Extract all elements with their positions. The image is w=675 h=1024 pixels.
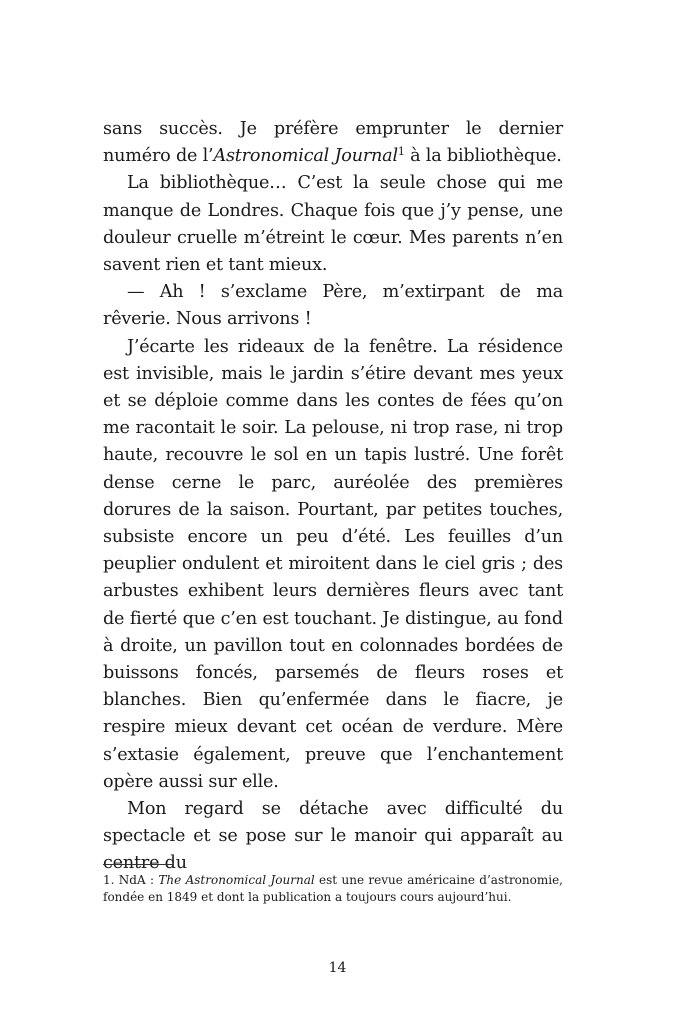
paragraph-5: Mon regard se détache avec difficulté du spectacle et se pose sur le manoir qui apparaît au centre du <box>103 799 563 874</box>
footnote-journal-italic: The Astronomical Journal <box>158 873 315 887</box>
footnote-reference: 1 <box>397 145 405 159</box>
body-text <box>103 116 563 878</box>
footnote-text: est une revue américaine d’astronomie, fondée en 1849 et dont la publication a toujours cours aujourd’hui. <box>103 873 563 904</box>
footnote <box>103 872 563 906</box>
paragraph-2: La bibliothèque… C’est la seule chose qui me manque de Londres. Chaque fois que j’y pense, une douleur cruelle m’étreint le cœur. Mes parents n’en savent rien et tant mieux. <box>103 173 563 276</box>
paragraph-1-text-b: à la bibliothèque. <box>404 146 562 167</box>
paragraph-1-text-a: sans succès. Je préfère emprunter le dernier numéro de l’ <box>103 119 563 167</box>
paragraph-4: J’écarte les rideaux de la fenêtre. La résidence est invisible, mais le jardin s’étire devant mes yeux et se déploie comme dans les contes de fées qu’on me racontait le soir. La pelouse, ni trop rase, ni trop haute, recouvre le sol en un tapis lustré. Une forêt dense cerne le parc, auréolée des premières dorures de la saison. Pourtant, par petites touches, subsiste encore un peu d’été. Les feuilles d’un peuplier ondulent et miroitent dans le ciel gris ; des arbustes exhibent leurs dernières fleurs avec tant de fierté que c’en est touchant. Je distingue, au fond à droite, un pavillon tout en colonnades bordées de buissons foncés, parsemés de fleurs roses et blanches. Bien qu’enfermée dans le fiacre, je respire mieux devant cet océan de verdure. Mère s’extasie également, preuve que l’enchantement opère aussi sur elle. <box>103 336 563 792</box>
paragraph-1 <box>103 116 563 170</box>
journal-title-italic: Astronomical Journal <box>213 146 398 167</box>
page-number: 14 <box>328 960 347 976</box>
paragraph-3-dialogue: — Ah ! s’exclame Père, m’extirpant de ma rêverie. Nous arrivons ! <box>103 282 563 330</box>
footnote-divider <box>103 864 173 865</box>
footnote-number: 1. NdA : <box>103 873 159 887</box>
